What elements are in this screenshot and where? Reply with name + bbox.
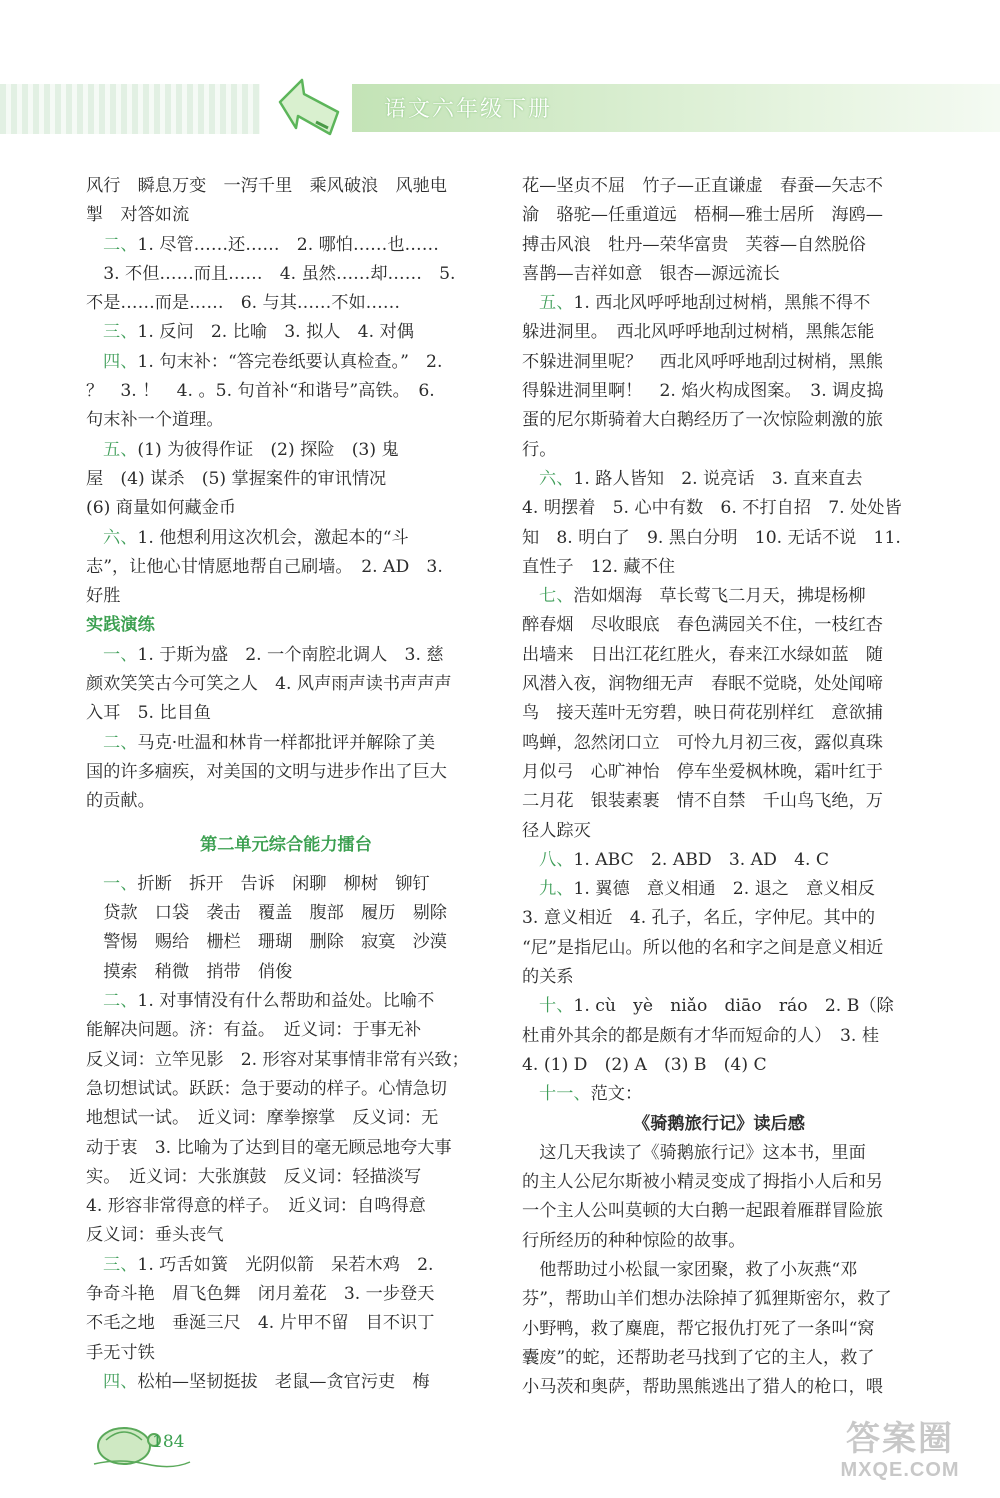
answer-line xyxy=(522,670,916,699)
page-header xyxy=(0,0,1000,160)
answer-line xyxy=(86,582,486,611)
answer-text: 4. 形容非常得意的样子。 近义词：自鸣得意 xyxy=(86,1196,426,1217)
answer-line xyxy=(522,553,916,582)
answer-text: 松柏—坚韧挺拔 老鼠—贪官污吏 梅 xyxy=(137,1371,430,1392)
answer-line xyxy=(522,875,916,904)
answer-text: 句末补一个道理。 xyxy=(86,410,224,431)
answer-text: 的主人公尼尔斯被小精灵变成了拇指小人后和另 xyxy=(522,1172,883,1193)
book-title: 语文六年级下册 xyxy=(384,97,553,122)
answer-text: 1. cù yè niǎo diāo ráo 2. B（除 xyxy=(573,996,894,1017)
answer-line xyxy=(86,928,486,957)
answer-text: 第二单元综合能力擂台 xyxy=(200,834,372,855)
answer-text: 范文： xyxy=(590,1084,643,1105)
answer-line xyxy=(522,641,916,670)
answer-line xyxy=(86,1309,486,1338)
answer-text: “尼”是指尼山。所以他的名和字之间是意义相近 xyxy=(522,937,884,958)
question-number: 七、 xyxy=(539,586,574,607)
answer-line xyxy=(86,870,486,899)
answer-line xyxy=(522,1373,916,1402)
answer-text: 入耳 5. 比目鱼 xyxy=(86,703,211,724)
answer-line xyxy=(522,289,916,318)
answer-text: 能解决问题。济：有益。 近义词：于事无补 xyxy=(86,1020,422,1041)
answer-text: 鸣蝉，忽然闭口立 可怜九月初三夜，露似真珠 xyxy=(522,732,883,753)
answer-text: 花—坚贞不屈 竹子—正直谦虚 春蚕—矢志不 xyxy=(522,176,883,196)
answer-text: 屋 (4) 谋杀 (5) 掌握案件的审讯情况 xyxy=(86,468,387,489)
answer-line xyxy=(86,172,486,201)
answer-text: 实。 近义词：大张旗鼓 反义词：轻描淡写 xyxy=(86,1166,422,1187)
answer-text: 风行 瞬息万变 一泻千里 乘风破浪 风驰电 xyxy=(86,176,447,196)
answer-text: 折断 拆开 告诉 闲聊 柳树 铆钉 xyxy=(137,873,430,894)
answer-line xyxy=(86,436,486,465)
answer-text: 的贡献。 xyxy=(86,791,155,812)
answer-text: 4. (1) D (2) A (3) B (4) C xyxy=(522,1054,767,1075)
answer-text: 地想试一试。 近义词：摩拳擦掌 反义词：无 xyxy=(86,1108,439,1129)
answer-text: 贷款 口袋 袭击 覆盖 腹部 履历 剔除 xyxy=(86,903,447,924)
answer-text: 行所经历的种种惊险的故事。 xyxy=(522,1230,746,1251)
header-dot-pattern xyxy=(0,84,260,134)
answer-column-left xyxy=(86,172,486,1397)
answer-line xyxy=(86,1104,486,1133)
answer-line xyxy=(522,817,916,846)
answer-line xyxy=(522,1080,916,1109)
answer-line xyxy=(522,524,916,553)
answer-text: 3. 不但……而且…… 4. 虽然……却…… 5. xyxy=(86,263,456,284)
answer-text: 的关系 xyxy=(522,967,574,988)
answer-line xyxy=(522,992,916,1021)
question-number: 五、 xyxy=(539,293,574,314)
answer-line xyxy=(522,729,916,758)
answer-text: 囊废”的蛇，还帮助老马找到了它的主人，救了 xyxy=(522,1347,875,1368)
answer-text: 二月花 银装素裹 情不自禁 千山鸟飞绝，万 xyxy=(522,791,883,812)
question-number: 六、 xyxy=(103,527,138,548)
answer-text: 4. 明摆着 5. 心中有数 6. 不打自招 7. 处处皆 xyxy=(522,498,902,519)
answer-text: 行。 xyxy=(522,439,557,460)
answer-text: 好胜 xyxy=(86,586,121,607)
answer-line xyxy=(522,1022,916,1051)
answer-line xyxy=(522,787,916,816)
question-number: 八、 xyxy=(539,849,574,870)
watermark-text: 答案圈 xyxy=(846,1420,954,1458)
answer-line xyxy=(522,1168,916,1197)
answer-text: 小马茨和奥萨，帮助黑熊逃出了猎人的枪口，喂 xyxy=(522,1377,883,1398)
answer-line xyxy=(522,758,916,787)
answer-text: 这几天我读了《骑鹅旅行记》这本书，里面 xyxy=(522,1142,866,1163)
question-number: 四、 xyxy=(103,351,138,372)
answer-line xyxy=(522,377,916,406)
answer-line xyxy=(86,1134,486,1163)
answer-line xyxy=(86,699,486,728)
answer-text: (6) 商量如何藏金币 xyxy=(86,498,237,519)
answer-text: 直性子 12. 藏不住 xyxy=(522,556,676,577)
answer-text: 马克·吐温和林肯一样都批评并解除了美 xyxy=(137,732,436,753)
answer-text: 动于衷 3. 比喻为了达到目的毫无顾忌地夸大事 xyxy=(86,1137,452,1158)
answer-text: 小野鸭，救了麋鹿，帮它报仇打死了一条叫“窝 xyxy=(522,1318,875,1339)
answer-line xyxy=(86,1046,486,1075)
answer-line xyxy=(86,1163,486,1192)
answer-text: 躲进洞里。 西北风呼呼地刮过树梢，黑熊怎能 xyxy=(522,322,875,343)
answer-line xyxy=(86,1339,486,1368)
answer-line xyxy=(86,524,486,553)
answer-line xyxy=(522,1197,916,1226)
answer-text: 渝 骆驼—任重道远 梧桐—雅士居所 海鸥— xyxy=(522,205,883,226)
answer-line xyxy=(86,729,486,758)
answer-text: (1) 为彼得作证 (2) 探险 (3) 鬼 xyxy=(137,439,399,460)
answer-text: 搏击风浪 牡丹—荣华富贵 芙蓉—自然脱俗 xyxy=(522,234,866,255)
answer-line xyxy=(86,1075,486,1104)
answer-text: 1. 对事情没有什么帮助和益处。比喻不 xyxy=(137,991,435,1012)
answer-text: 1. 于斯为盛 2. 一个南腔北调人 3. 慈 xyxy=(137,644,444,665)
answer-line xyxy=(522,172,916,201)
answer-line xyxy=(522,582,916,611)
answer-line xyxy=(86,958,486,987)
answer-text: 掣 对答如流 xyxy=(86,205,190,226)
answer-line xyxy=(86,1016,486,1045)
answer-text: 1. 西北风呼呼地刮过树梢，黑熊不得不 xyxy=(573,293,871,314)
answer-column-right xyxy=(522,172,916,1402)
answer-text: 浩如烟海 草长莺飞二月天，拂堤杨柳 xyxy=(573,586,866,607)
answer-line xyxy=(522,406,916,435)
answer-line xyxy=(522,846,916,875)
question-number: 十、 xyxy=(539,996,574,1017)
answer-text: 不躲进洞里呢？ 西北风呼呼地刮过树梢，黑熊 xyxy=(522,351,883,372)
answer-text: 径人踪灭 xyxy=(522,820,591,841)
answer-text: 风潜入夜，润物细无声 春眠不觉晓，处处闻啼 xyxy=(522,674,883,695)
answer-text: 手无寸铁 xyxy=(86,1342,155,1363)
question-number: 九、 xyxy=(539,879,574,900)
answer-line xyxy=(522,1256,916,1285)
answer-text: 摸索 稍微 捎带 俏俊 xyxy=(86,961,293,982)
answer-line xyxy=(86,201,486,230)
answer-line xyxy=(86,494,486,523)
answer-text: 实践演练 xyxy=(86,615,155,636)
watermark-url: MXQE.COM xyxy=(840,1459,960,1481)
answer-line xyxy=(522,318,916,347)
answer-line xyxy=(86,641,486,670)
answer-text: 杜甫外其余的都是颇有才华而短命的人） 3. 桂 xyxy=(522,1025,880,1046)
answer-line xyxy=(522,1315,916,1344)
answer-line xyxy=(522,436,916,465)
answer-line xyxy=(86,987,486,1016)
question-number: 五、 xyxy=(103,439,138,460)
answer-text: 1. 路人皆知 2. 说亮话 3. 直来直去 xyxy=(573,468,863,489)
answer-line xyxy=(86,406,486,435)
answer-text: 醉春烟 尽收眼底 春色满园关不住，一枝红杏 xyxy=(522,615,883,636)
answer-text: 志”，让他心甘情愿地帮自己刷墙。 2. AD 3. xyxy=(86,556,443,577)
answer-line xyxy=(86,1368,486,1397)
answer-line xyxy=(522,465,916,494)
question-number: 二、 xyxy=(103,234,138,255)
answer-text: 1. 反问 2. 比喻 3. 拟人 4. 对偶 xyxy=(137,322,414,343)
answer-line xyxy=(522,1227,916,1256)
answer-text: 不毛之地 垂涎三尺 4. 片甲不留 目不识丁 xyxy=(86,1313,435,1334)
question-number: 一、 xyxy=(103,644,138,665)
answer-line xyxy=(86,1192,486,1221)
essay-title xyxy=(522,1110,916,1139)
answer-line xyxy=(86,465,486,494)
answer-line xyxy=(86,289,486,318)
answer-text: 1. ABC 2. ABD 3. AD 4. C xyxy=(573,849,830,870)
answer-line xyxy=(86,758,486,787)
answer-text: 出墙来 日出江花红胜火，春来江水绿如蓝 随 xyxy=(522,644,883,665)
answer-line xyxy=(522,1285,916,1314)
answer-text: ？ 3. ！ 4. 。5. 句首补“和谐号”高铁。 6. xyxy=(86,381,435,402)
answer-text: 1. 翼德 意义相通 2. 退之 意义相反 xyxy=(573,879,875,900)
question-number: 三、 xyxy=(103,322,138,343)
answer-text: 芬”，帮助山羊们想办法除掉了狐狸斯密尔，救了 xyxy=(522,1289,892,1310)
green-arrow-icon xyxy=(272,72,352,144)
answer-text: 争奇斗艳 眉飞色舞 闭月羞花 3. 一步登天 xyxy=(86,1283,435,1304)
answer-line xyxy=(522,348,916,377)
question-number: 二、 xyxy=(103,991,138,1012)
unit-heading xyxy=(86,817,486,870)
answer-line xyxy=(522,611,916,640)
answer-text: 得躲进洞里啊！ 2. 焰火构成图案。 3. 调皮捣 xyxy=(522,381,884,402)
answer-text: 反义词：立竿见影 2. 形容对某事情非常有兴致； xyxy=(86,1049,469,1070)
question-number: 一、 xyxy=(103,873,138,894)
answer-text: 3. 意义相近 4. 孔子，名丘，字仲尼。其中的 xyxy=(522,908,876,929)
answer-line xyxy=(86,553,486,582)
answer-line xyxy=(86,377,486,406)
answer-line xyxy=(522,231,916,260)
answer-text: 不是……而是…… 6. 与其……不如…… xyxy=(86,293,401,314)
answer-text: 鸟 接天莲叶无穷碧，映日荷花别样红 意欲捕 xyxy=(522,703,883,724)
watermark-logo xyxy=(810,1420,990,1490)
answer-line xyxy=(522,904,916,933)
answer-line xyxy=(522,1051,916,1080)
answer-text: 《骑鹅旅行记》读后感 xyxy=(633,1113,805,1134)
question-number: 十一、 xyxy=(539,1084,591,1105)
answer-line xyxy=(86,231,486,260)
answer-text: 国的许多痼疾，对美国的文明与进步作出了巨大 xyxy=(86,761,447,782)
question-number: 二、 xyxy=(103,732,138,753)
question-number: 四、 xyxy=(103,1371,138,1392)
answer-text: 1. 巧舌如簧 光阴似箭 呆若木鸡 2. xyxy=(137,1254,434,1275)
answer-line xyxy=(522,260,916,289)
answer-line xyxy=(86,1221,486,1250)
answer-line xyxy=(86,348,486,377)
answer-text: 喜鹊—吉祥如意 银杏—源远流长 xyxy=(522,263,780,284)
answer-text: 1. 句末补：“答完卷纸要认真检查。” 2. xyxy=(137,351,443,372)
answer-line xyxy=(86,1251,486,1280)
answer-text: 颜欢笑笑古今可笑之人 4. 风声雨声读书声声声 xyxy=(86,674,452,695)
answer-line xyxy=(86,787,486,816)
answer-line xyxy=(522,1139,916,1168)
answer-text: 知 8. 明白了 9. 黑白分明 10. 无话不说 11. xyxy=(522,527,901,548)
answer-line xyxy=(86,899,486,928)
answer-text: 反义词：垂头丧气 xyxy=(86,1225,224,1246)
answer-line xyxy=(86,670,486,699)
question-number: 三、 xyxy=(103,1254,138,1275)
answer-text: 月似弓 心旷神怡 停车坐爱枫林晚，霜叶红于 xyxy=(522,761,883,782)
answer-text: 他帮助过小松鼠一家团聚，救了小灰燕“邓 xyxy=(522,1259,858,1280)
answer-text: 1. 尽管……还…… 2. 哪怕……也…… xyxy=(137,234,439,255)
answer-line xyxy=(522,1344,916,1373)
answer-line xyxy=(522,494,916,523)
answer-line xyxy=(522,963,916,992)
answer-line xyxy=(86,1280,486,1309)
question-number: 六、 xyxy=(539,468,574,489)
answer-text: 一个主人公叫莫顿的大白鹅一起跟着雁群冒险旅 xyxy=(522,1201,883,1222)
answer-text: 1. 他想利用这次机会，激起本的“斗 xyxy=(137,527,409,548)
answer-line xyxy=(522,934,916,963)
page-number: 184 xyxy=(152,1432,185,1452)
answer-text: 蛋的尼尔斯骑着大白鹅经历了一次惊险刺激的旅 xyxy=(522,410,883,431)
answer-line xyxy=(522,699,916,728)
answer-text: 急切想试试。跃跃：急于要动的样子。心情急切 xyxy=(86,1078,447,1099)
answer-line xyxy=(86,260,486,289)
answer-line xyxy=(86,318,486,347)
section-heading xyxy=(86,611,486,640)
answer-text: 警惕 赐给 栅栏 珊瑚 删除 寂寞 沙漠 xyxy=(86,932,447,953)
answer-line xyxy=(522,201,916,230)
